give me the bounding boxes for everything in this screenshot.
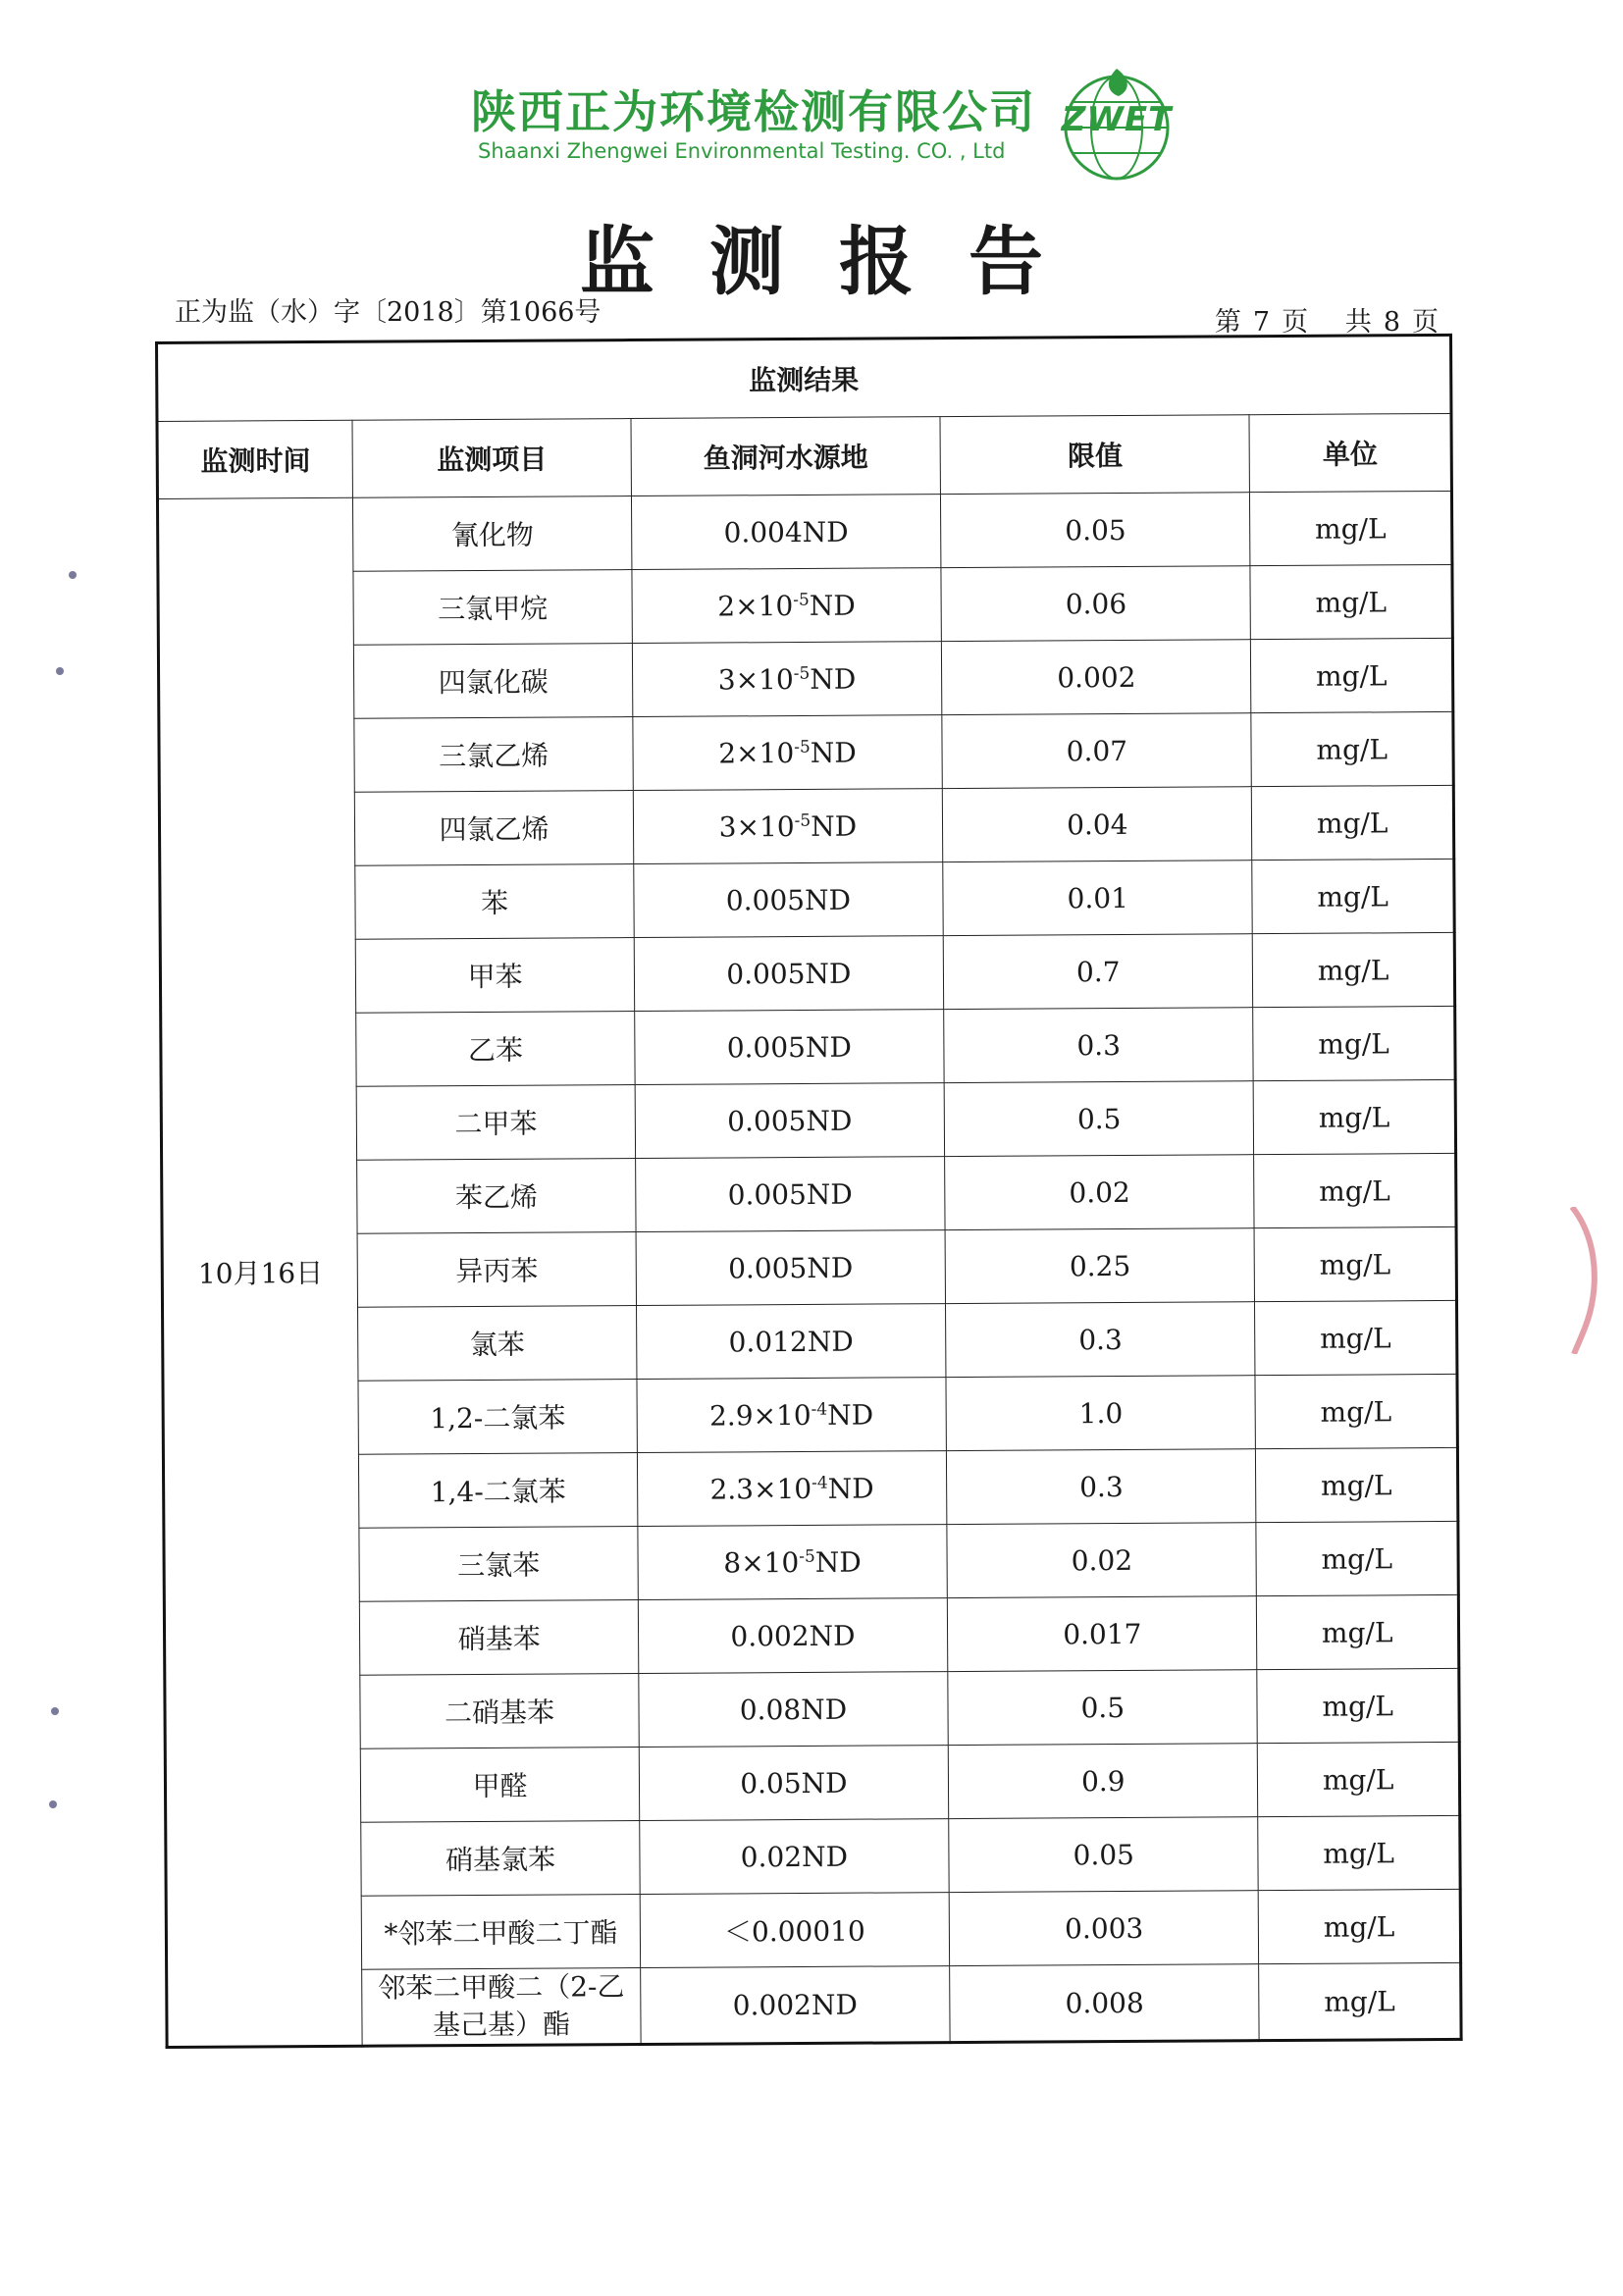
unit-cell: mg/L [1251, 711, 1453, 786]
unit-cell: mg/L [1254, 1153, 1456, 1227]
binder-hole [69, 571, 77, 579]
limit-cell: 0.3 [946, 1302, 1256, 1378]
unit-cell: mg/L [1253, 932, 1455, 1007]
item-cell: *邻苯二甲酸二丁酯 [362, 1895, 641, 1970]
item-cell: 异丙苯 [358, 1232, 637, 1308]
item-cell: 二硝基苯 [360, 1674, 639, 1749]
unit-cell: mg/L [1259, 1962, 1461, 2040]
value-cell: 0.005ND [636, 1230, 946, 1306]
company-logo [1048, 67, 1185, 184]
item-cell: 硝基氯苯 [361, 1821, 640, 1897]
unit-cell: mg/L [1251, 638, 1453, 712]
unit-cell: mg/L [1250, 564, 1452, 639]
binder-hole [51, 1707, 59, 1715]
limit-cell: 0.07 [942, 713, 1252, 789]
value-cell: 0.08ND [638, 1672, 948, 1748]
company-name-en: Shaanxi Zhengwei Environmental Testing. CO. , Ltd [478, 139, 1006, 163]
value-cell: $2.3\times 10^{-4}ND$ [637, 1451, 947, 1527]
value-cell: $8\times 10^{-5}ND$ [638, 1525, 948, 1600]
page-indicator: 第 7 页 共 8 页 [1214, 307, 1439, 338]
monitoring-date: 10月16日 [157, 497, 362, 2047]
item-cell: 硝基苯 [360, 1600, 639, 1676]
column-header: 鱼洞河水源地 [631, 417, 941, 496]
value-cell: ＜0.00010 [640, 1893, 950, 1968]
value-cell: $3\times 10^{-5}ND$ [633, 789, 943, 864]
value-cell: $2\times 10^{-5}ND$ [633, 715, 943, 791]
limit-cell: 0.017 [948, 1596, 1258, 1672]
item-cell: 三氯苯 [359, 1527, 638, 1602]
item-cell: 二甲苯 [357, 1085, 636, 1161]
limit-cell: 0.002 [942, 640, 1252, 715]
value-cell: 0.002ND [640, 1966, 950, 2045]
item-cell: 邻苯二甲酸二（2-乙 基己基）酯 [362, 1968, 641, 2047]
unit-cell: mg/L [1257, 1668, 1459, 1743]
item-cell: 1,2-二氯苯 [358, 1380, 637, 1455]
item-cell: 氯苯 [358, 1306, 637, 1382]
value-cell: $2.9\times 10^{-4}ND$ [637, 1378, 947, 1453]
limit-cell: 0.3 [947, 1449, 1257, 1525]
item-cell: 氰化物 [353, 496, 632, 572]
seal-stamp-edge [1570, 1207, 1599, 1354]
item-cell: 苯乙烯 [357, 1159, 636, 1234]
limit-cell: 0.3 [944, 1008, 1254, 1083]
section-title: 监测结果 [157, 335, 1451, 421]
unit-cell: mg/L [1254, 1079, 1456, 1154]
item-cell: 四氯乙烯 [355, 791, 634, 866]
unit-cell: mg/L [1252, 859, 1454, 933]
limit-cell: 0.05 [949, 1817, 1259, 1893]
limit-cell: 0.9 [948, 1744, 1258, 1819]
item-cell: 三氯甲烷 [353, 570, 632, 646]
unit-cell: mg/L [1256, 1521, 1458, 1595]
item-cell: 乙苯 [356, 1012, 635, 1087]
item-cell: 苯 [355, 864, 634, 940]
limit-cell: 0.003 [949, 1891, 1259, 1966]
value-cell: 0.005ND [633, 862, 943, 938]
item-cell: 甲苯 [356, 938, 635, 1014]
value-cell: 0.005ND [634, 936, 944, 1012]
limit-cell: 0.25 [945, 1228, 1255, 1304]
unit-cell: mg/L [1255, 1300, 1457, 1375]
logo-text: ZWET [1061, 100, 1173, 139]
value-cell: 0.005ND [635, 1083, 945, 1159]
limit-cell: 0.06 [941, 566, 1251, 642]
unit-cell: mg/L [1259, 1889, 1461, 1963]
unit-cell: mg/L [1256, 1447, 1458, 1522]
results-table [155, 334, 1463, 2049]
column-header: 限值 [940, 415, 1250, 495]
unit-cell: mg/L [1252, 785, 1454, 860]
page-number: 7 [1252, 307, 1271, 338]
item-cell: 甲醛 [361, 1748, 640, 1823]
column-header: 单位 [1249, 413, 1451, 492]
value-cell: 0.004ND [631, 495, 941, 570]
table-row [157, 491, 1451, 572]
company-name-cn: 陕西正为环境检测有限公司 [471, 85, 1036, 138]
binder-hole [56, 667, 64, 675]
limit-cell: 0.5 [948, 1670, 1258, 1746]
unit-cell: mg/L [1258, 1815, 1460, 1890]
value-cell: 0.005ND [635, 1157, 945, 1232]
limit-cell: 1.0 [946, 1376, 1256, 1451]
limit-cell: 0.02 [947, 1523, 1257, 1598]
value-cell: 0.002ND [638, 1598, 948, 1674]
value-cell: $3\times 10^{-5}ND$ [632, 642, 942, 717]
value-cell: 0.012ND [636, 1304, 946, 1380]
item-cell: 四氯化碳 [354, 644, 633, 719]
limit-cell: 0.5 [944, 1081, 1254, 1157]
report-header [0, 67, 1623, 184]
document-number: 正为监（水）字〔2018〕第1066号 [175, 297, 602, 328]
value-cell: 0.05ND [639, 1746, 949, 1821]
value-cell: 0.02ND [639, 1819, 949, 1895]
unit-cell: mg/L [1254, 1226, 1456, 1301]
unit-cell: mg/L [1257, 1594, 1459, 1669]
item-cell: 三氯乙烯 [354, 717, 633, 793]
report-title: 监测报告 [580, 218, 1098, 305]
limit-cell: 0.01 [943, 861, 1253, 936]
item-cell: 1,4-二氯苯 [359, 1453, 638, 1529]
limit-cell: 0.02 [945, 1155, 1255, 1230]
limit-cell: 0.04 [942, 787, 1252, 862]
unit-cell: mg/L [1255, 1374, 1457, 1448]
column-header: 监测时间 [157, 420, 353, 498]
limit-cell: 0.7 [943, 934, 1253, 1010]
binder-hole [49, 1800, 57, 1808]
value-cell: 0.005ND [634, 1010, 944, 1085]
column-header: 监测项目 [352, 419, 631, 498]
limit-cell: 0.05 [941, 493, 1251, 568]
unit-cell: mg/L [1253, 1006, 1455, 1080]
limit-cell: 0.008 [950, 1964, 1260, 2043]
unit-cell: mg/L [1258, 1742, 1460, 1816]
unit-cell: mg/L [1250, 491, 1452, 565]
value-cell: $2\times 10^{-5}ND$ [632, 568, 942, 644]
page-total: 8 [1383, 307, 1400, 338]
